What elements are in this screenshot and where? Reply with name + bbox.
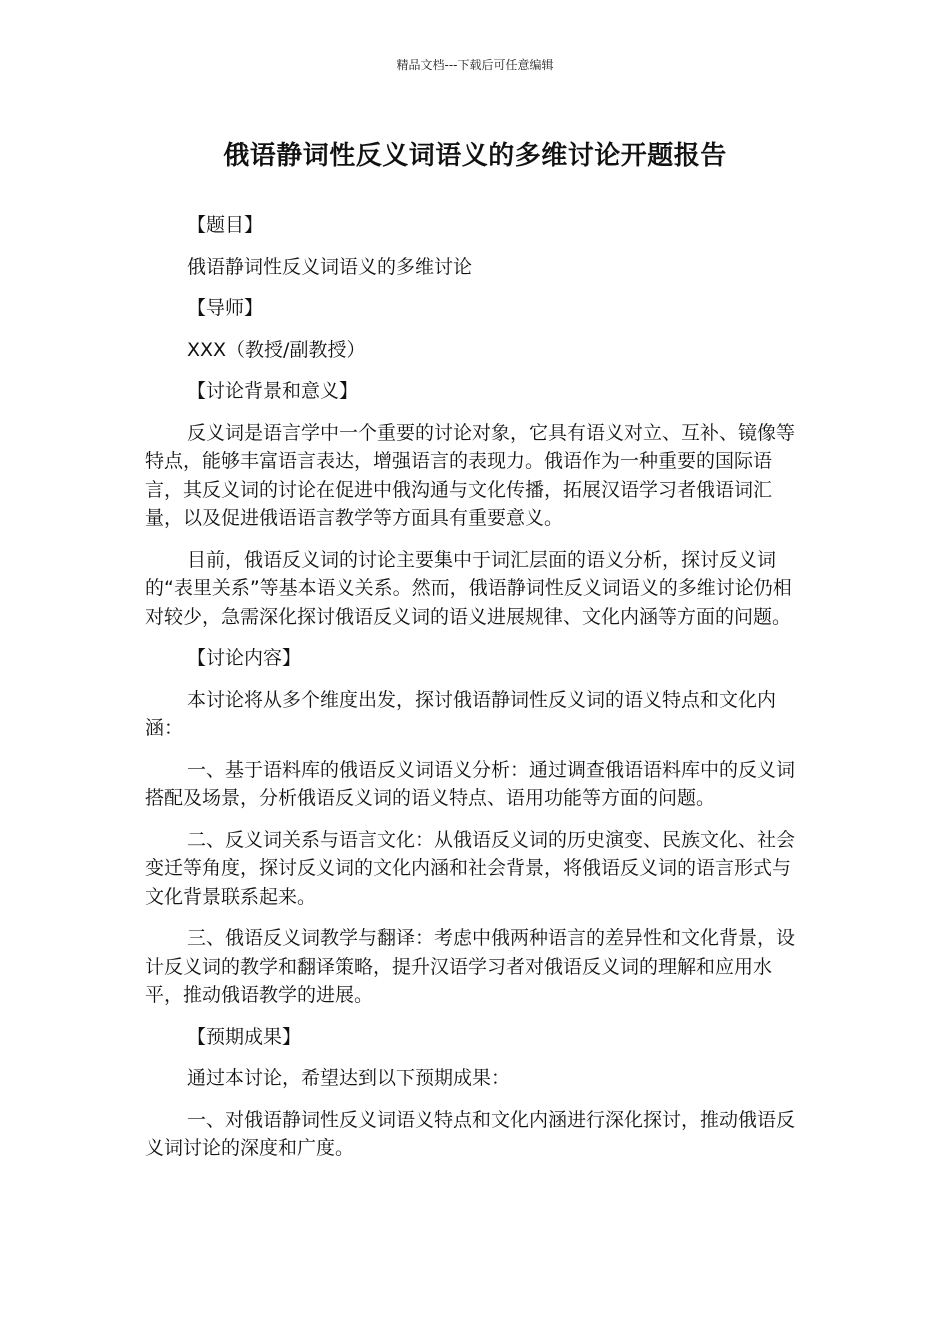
topic-heading: 【题目】: [187, 214, 264, 236]
page-header: 精品文档---下载后可任意编辑: [396, 58, 554, 72]
content-item-1: 一、基于语料库的俄语反义词语义分析：通过调查俄语语料库中的反义词搭配及场景，分析俄语反义词的语义特点、语用功能等方面的问题。: [145, 758, 796, 809]
advisor-heading: 【导师】: [187, 297, 264, 319]
content-intro: 本讨论将从多个维度出发，探讨俄语静词性反义词的语义特点和文化内涵：: [145, 688, 777, 739]
background-paragraph-2: 目前，俄语反义词的讨论主要集中于词汇层面的语义分析，探讨反义词的“表里关系”等基本语义关系。然而，俄语静词性反义词语义的多维讨论仍相对较少，急需深化探讨俄语反义词的语义进展规律、文化内涵等方面的问题。: [145, 548, 792, 628]
content-item-3: 三、俄语反义词教学与翻译：考虑中俄两种语言的差异性和文化背景，设计反义词的教学和翻译策略，提升汉语学习者对俄语反义词的理解和应用水平，推动俄语教学的进展。: [145, 927, 796, 1006]
content-item-2: 二、反义词关系与语言文化：从俄语反义词的历史演变、民族文化、社会变迁等角度，探讨反义词的文化内涵和社会背景，将俄语反义词的语言形式与文化背景联系起来。: [145, 828, 796, 908]
results-intro: 通过本讨论，希望达到以下预期成果：: [187, 1067, 511, 1089]
document-title: 俄语静词性反义词语义的多维讨论开题报告: [223, 141, 727, 171]
background-heading: 【讨论背景和意义】: [187, 380, 359, 402]
document-body: [145, 211, 800, 1176]
content-heading: 【讨论内容】: [187, 647, 302, 669]
advisor-text: XXX（教授/副教授）: [187, 338, 366, 361]
results-heading: 【预期成果】: [187, 1025, 302, 1048]
topic-text: 俄语静词性反义词语义的多维讨论: [187, 255, 473, 278]
background-paragraph-1: 反义词是语言学中一个重要的讨论对象，它具有语义对立、互补、镜像等特点，能够丰富语言表达，增强语言的表现力。俄语作为一种重要的国际语言，其反义词的讨论在促进中俄沟通与文化传播，拓展汉语学习者俄语词汇量，以及促进俄语语言教学等方面具有重要意义。: [145, 421, 796, 529]
results-item-1: 一、对俄语静词性反义词语义特点和文化内涵进行深化探讨，推动俄语反义词讨论的深度和广度。: [145, 1108, 796, 1159]
